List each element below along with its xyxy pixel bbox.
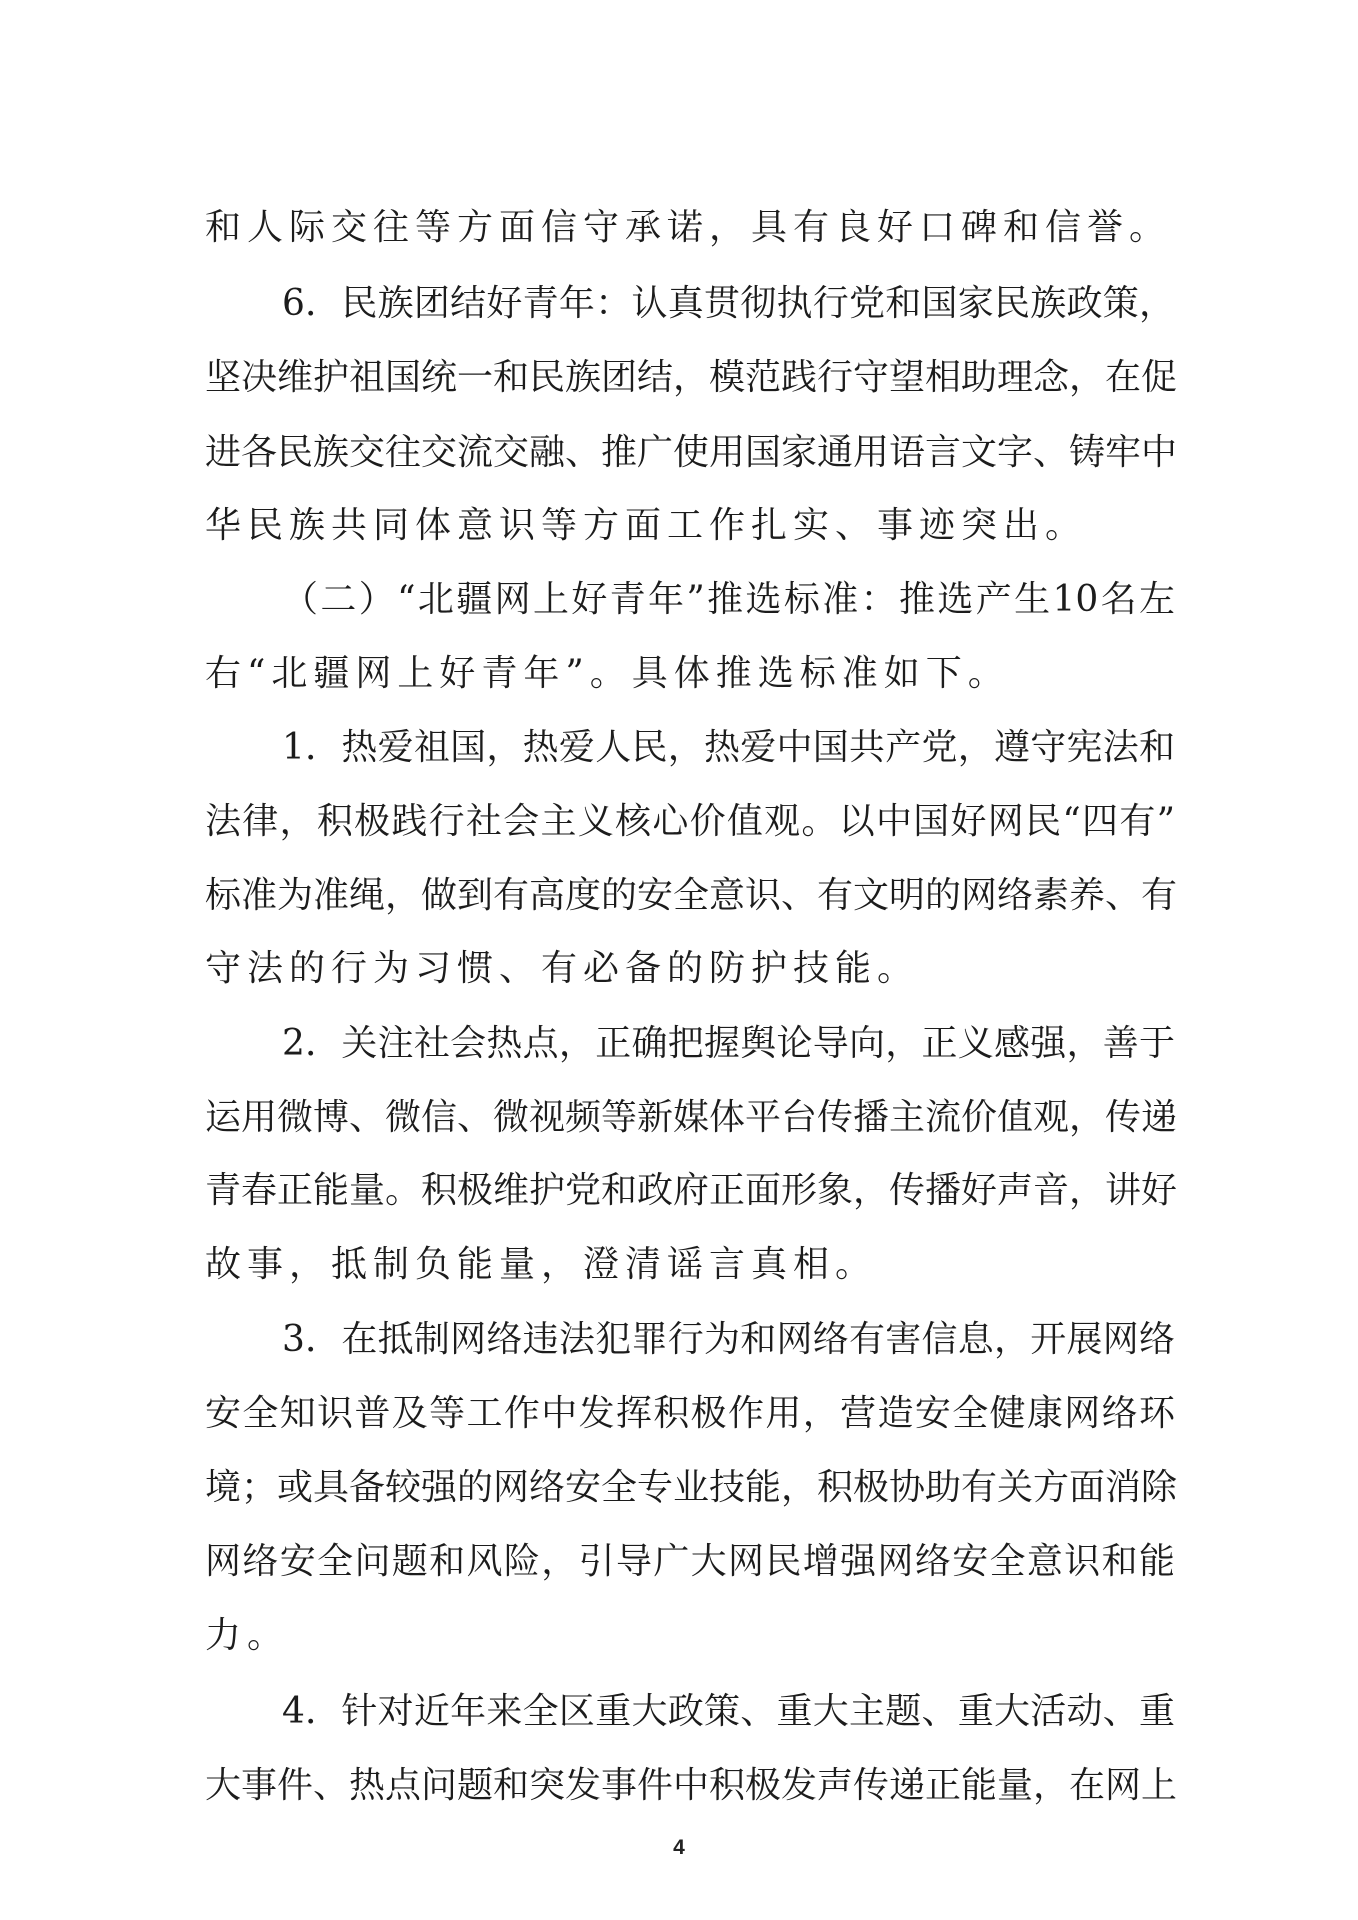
text-line-20: 力。 xyxy=(205,1615,290,1656)
text-line-3: 坚决维护祖国统一和民族团结，模范践行守望相助理念，在促 xyxy=(205,357,1178,398)
text-line-2: 6．民族团结好青年：认真贯彻执行党和国家民族政策， xyxy=(282,283,1175,324)
text-line-11: 守法的行为习惯、有必备的防护技能。 xyxy=(205,948,920,989)
text-line-13: 运用微博、微信、微视频等新媒体平台传播主流价值观，传递 xyxy=(205,1097,1178,1138)
text-line-5: 华民族共同体意识等方面工作扎实、事迹突出。 xyxy=(205,505,1088,546)
text-line-16: 3．在抵制网络违法犯罪行为和网络有害信息，开展网络 xyxy=(282,1319,1175,1360)
text-line-1: 和人际交往等方面信守承诺，具有良好口碑和信誉。 xyxy=(205,207,1172,248)
text-line-21: 4．针对近年来全区重大政策、重大主题、重大活动、重 xyxy=(282,1691,1175,1732)
text-line-4: 进各民族交往交流交融、推广使用国家通用语言文字、铸牢中 xyxy=(205,432,1178,473)
text-line-18: 境；或具备较强的网络安全专业技能，积极协助有关方面消除 xyxy=(205,1467,1178,1508)
text-line-7: 右“北疆网上好青年”。具体推选标准如下。 xyxy=(205,653,1010,694)
text-line-19: 网络安全问题和风险，引导广大网民增强网络安全意识和能 xyxy=(205,1541,1175,1582)
page-number: 4 xyxy=(673,1836,685,1859)
text-line-12: 2．关注社会热点，正确把握舆论导向，正义感强，善于 xyxy=(282,1023,1175,1064)
text-line-15: 故事，抵制负能量，澄清谣言真相。 xyxy=(205,1244,878,1285)
text-line-10: 标准为准绳，做到有高度的安全意识、有文明的网络素养、有 xyxy=(205,875,1178,916)
text-line-8: 1．热爱祖国，热爱人民，热爱中国共产党，遵守宪法和 xyxy=(282,727,1175,768)
text-line-22: 大事件、热点问题和突发事件中积极发声传递正能量，在网上 xyxy=(205,1765,1178,1806)
section-heading-2: （二）“北疆网上好青年”推选标准：推选产生10名左 xyxy=(282,579,1175,620)
text-line-17: 安全知识普及等工作中发挥积极作用，营造安全健康网络环 xyxy=(205,1393,1175,1434)
text-line-9: 法律，积极践行社会主义核心价值观。以中国好网民“四有” xyxy=(205,801,1175,842)
text-line-14: 青春正能量。积极维护党和政府正面形象，传播好声音，讲好 xyxy=(205,1170,1178,1211)
